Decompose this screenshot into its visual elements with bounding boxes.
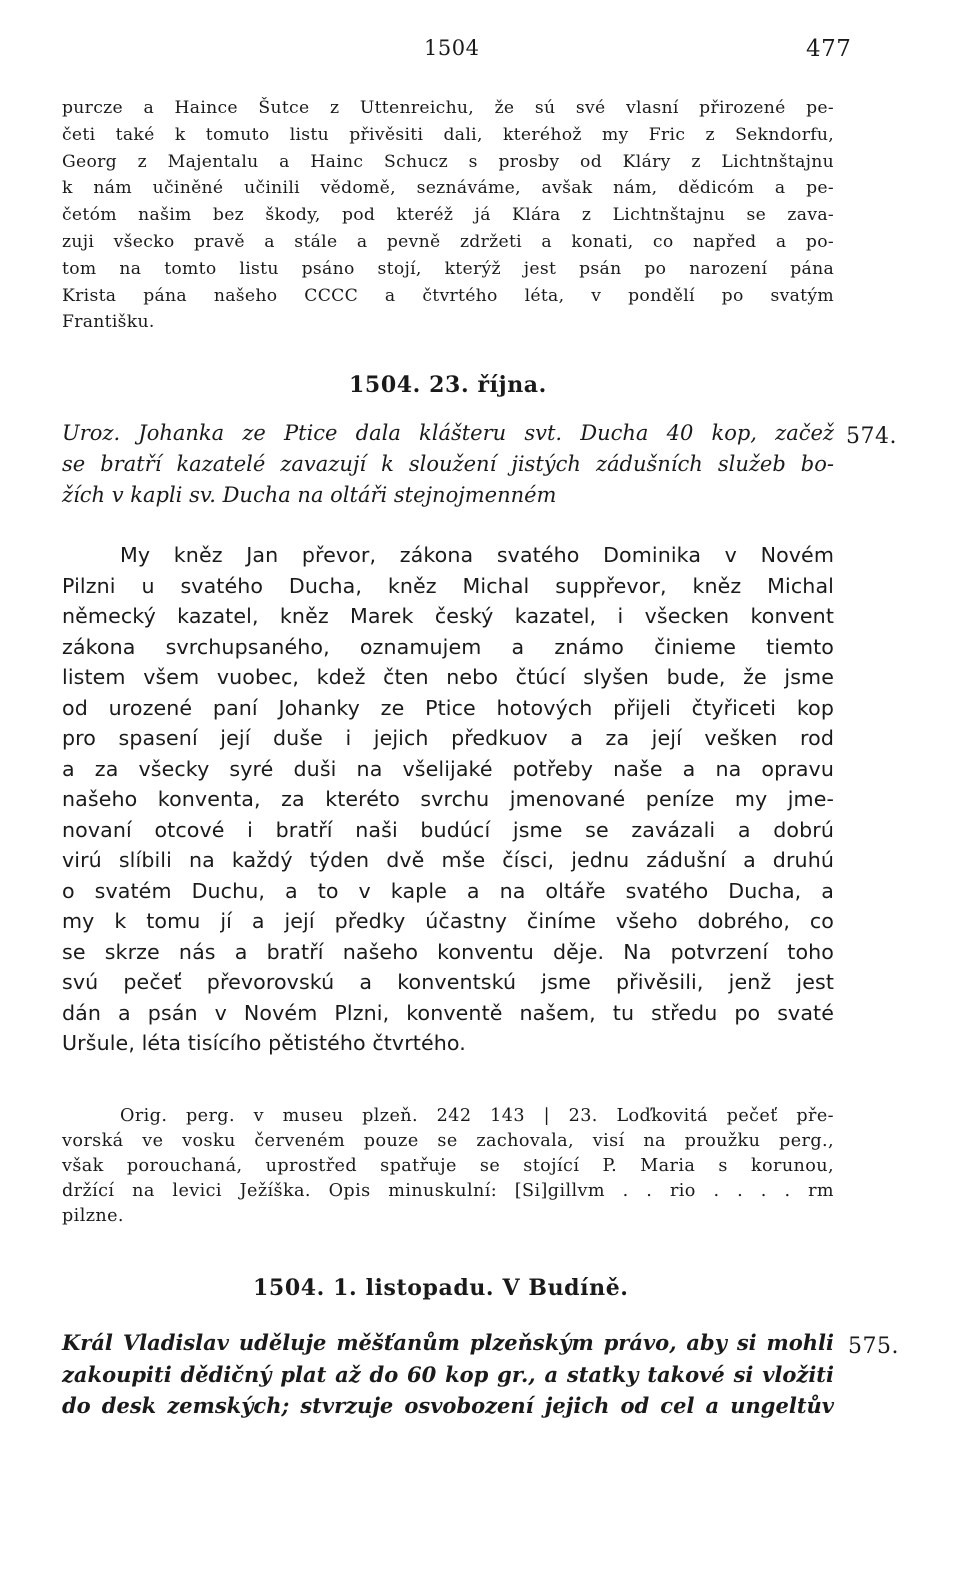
continuation-line: purcze a Haince Šutce z Uttenreichu, že sú své vlasní přirozené pe- [62,98,834,118]
regest-line: zakoupiti dědičný plat až do 60 kop gr., a statky takové si vložiti [62,1361,834,1387]
body-line: my k tomu jí a její předky účastny činíme všeho dobrého, co [62,909,834,933]
note-line: Orig. perg. v museu plzeň. 242 143 | 23. Loďkovitá pečeť pře- [120,1106,834,1126]
entry-574-number: 574. [846,424,897,449]
body-line: virú slíbili na každý týden dvě mše čísci, jednu zádušní a druhú [62,848,834,872]
body-line: a za všecky syré duši na všelijaké potřeby naše a na opravu [62,756,834,781]
entry-574-body [62,540,834,1059]
note-line: pilzne. [62,1206,124,1226]
running-header-year: 1504 [424,36,480,60]
body-line: Pilzni u svatého Ducha, kněz Michal suppřevor, kněz Michal [62,573,834,598]
regest-line: Uroz. Johanka ze Ptice dala klášteru svt. Ducha 40 kop, začež [62,421,834,445]
continuation-line: Georg z Majentalu a Hainc Schucz s prosby od Kláry z Lichtnštajnu [62,151,834,172]
body-line: zákona svrchupsaného, oznamujem a známo činieme tiemto [62,634,834,659]
entry-574-date-heading: 1504. 23. října. [349,372,547,398]
regest-line: se bratří kazatelé zavazují k sloužení jistých zádušních služeb bo- [62,452,834,476]
body-line: se skrze nás a bratří našeho konventu děje. Na potvrzení toho [62,939,834,964]
continuation-line: četi také k tomuto listu přivěsiti dali, kteréhož my Fric z Sekndorfu, [62,124,834,145]
body-line: My kněz Jan převor, zákona svatého Dominika v Novém [120,543,834,567]
continuation-line: Františku. [62,312,155,333]
body-line: novaní otcové i bratří naši budúcí jsme se zavázali a dobrú [62,817,834,842]
body-line: listem všem vuobec, kdež čten nebo čtúcí slyšen bude, že jsme [62,665,834,689]
entry-574-source-note [62,1104,834,1229]
entry-574-regest [62,418,834,511]
entry-575-date-heading: 1504. 1. listopadu. V Budíně. [253,1275,629,1301]
regest-line: žích v kapli sv. Ducha na oltáři stejnojmenném [62,483,557,507]
body-line: Uršule, léta tisícího pětistého čtvrtého. [62,1031,466,1055]
body-line: našeho konventa, za kteréto svrchu jmenované peníze my jme- [62,787,834,811]
continuation-line: k nám učiněné učinili vědomě, seznáváme, avšak nám, dědicóm a pe- [62,178,834,199]
body-line: od urozené paní Johanky ze Ptice hotových přijeli čtyřiceti kop [62,695,834,720]
entry-575-number: 575. [848,1334,899,1359]
regest-line: Král Vladislav uděluje měšťanům plzeňským právo, aby si mohli [62,1330,834,1355]
entry-575-regest [62,1327,834,1422]
continuation-line: četóm našim bez škody, pod kteréž já Klára z Lichtnštajnu se zava- [62,205,834,226]
continuation-text [62,95,834,336]
note-line: vorská ve vosku červeném pouze se zachovala, visí na proužku perg., [62,1131,834,1151]
body-line: dán a psán v Novém Plzni, konventě našem, tu středu po svaté [62,1000,834,1025]
regest-line: do desk zemských; stvrzuje osvobození jejich od cel a ungeltův [62,1393,834,1418]
continuation-line: Krista pána našeho CCCC a čtvrtého léta, v pondělí po svatým [62,285,834,306]
body-line: o svatém Duchu, a to v kaple a na oltáře svatého Ducha, a [62,878,834,903]
note-line: však porouchaná, uprostřed spatřuje se stojící P. Maria s korunou, [62,1156,834,1176]
continuation-line: zuji všecko pravě a stále a pevně zdržeti a konati, co napřed a po- [62,231,834,252]
note-line: držící na levici Ježíška. Opis minuskulní: [Si]gillvm . . rio . . . . rm [62,1181,834,1201]
body-line: svú pečeť převorovskú a konventskú jsme přivěsili, jenž jest [62,970,834,994]
continuation-line: tom na tomto listu psáno stojí, kterýž jest psán po narození pána [62,258,834,279]
body-line: pro spasení její duše i jejich předkuov a za její vešken rod [62,726,834,750]
page-number: 477 [806,36,852,62]
body-line: německý kazatel, kněz Marek český kazatel, i všecken konvent [62,604,834,628]
